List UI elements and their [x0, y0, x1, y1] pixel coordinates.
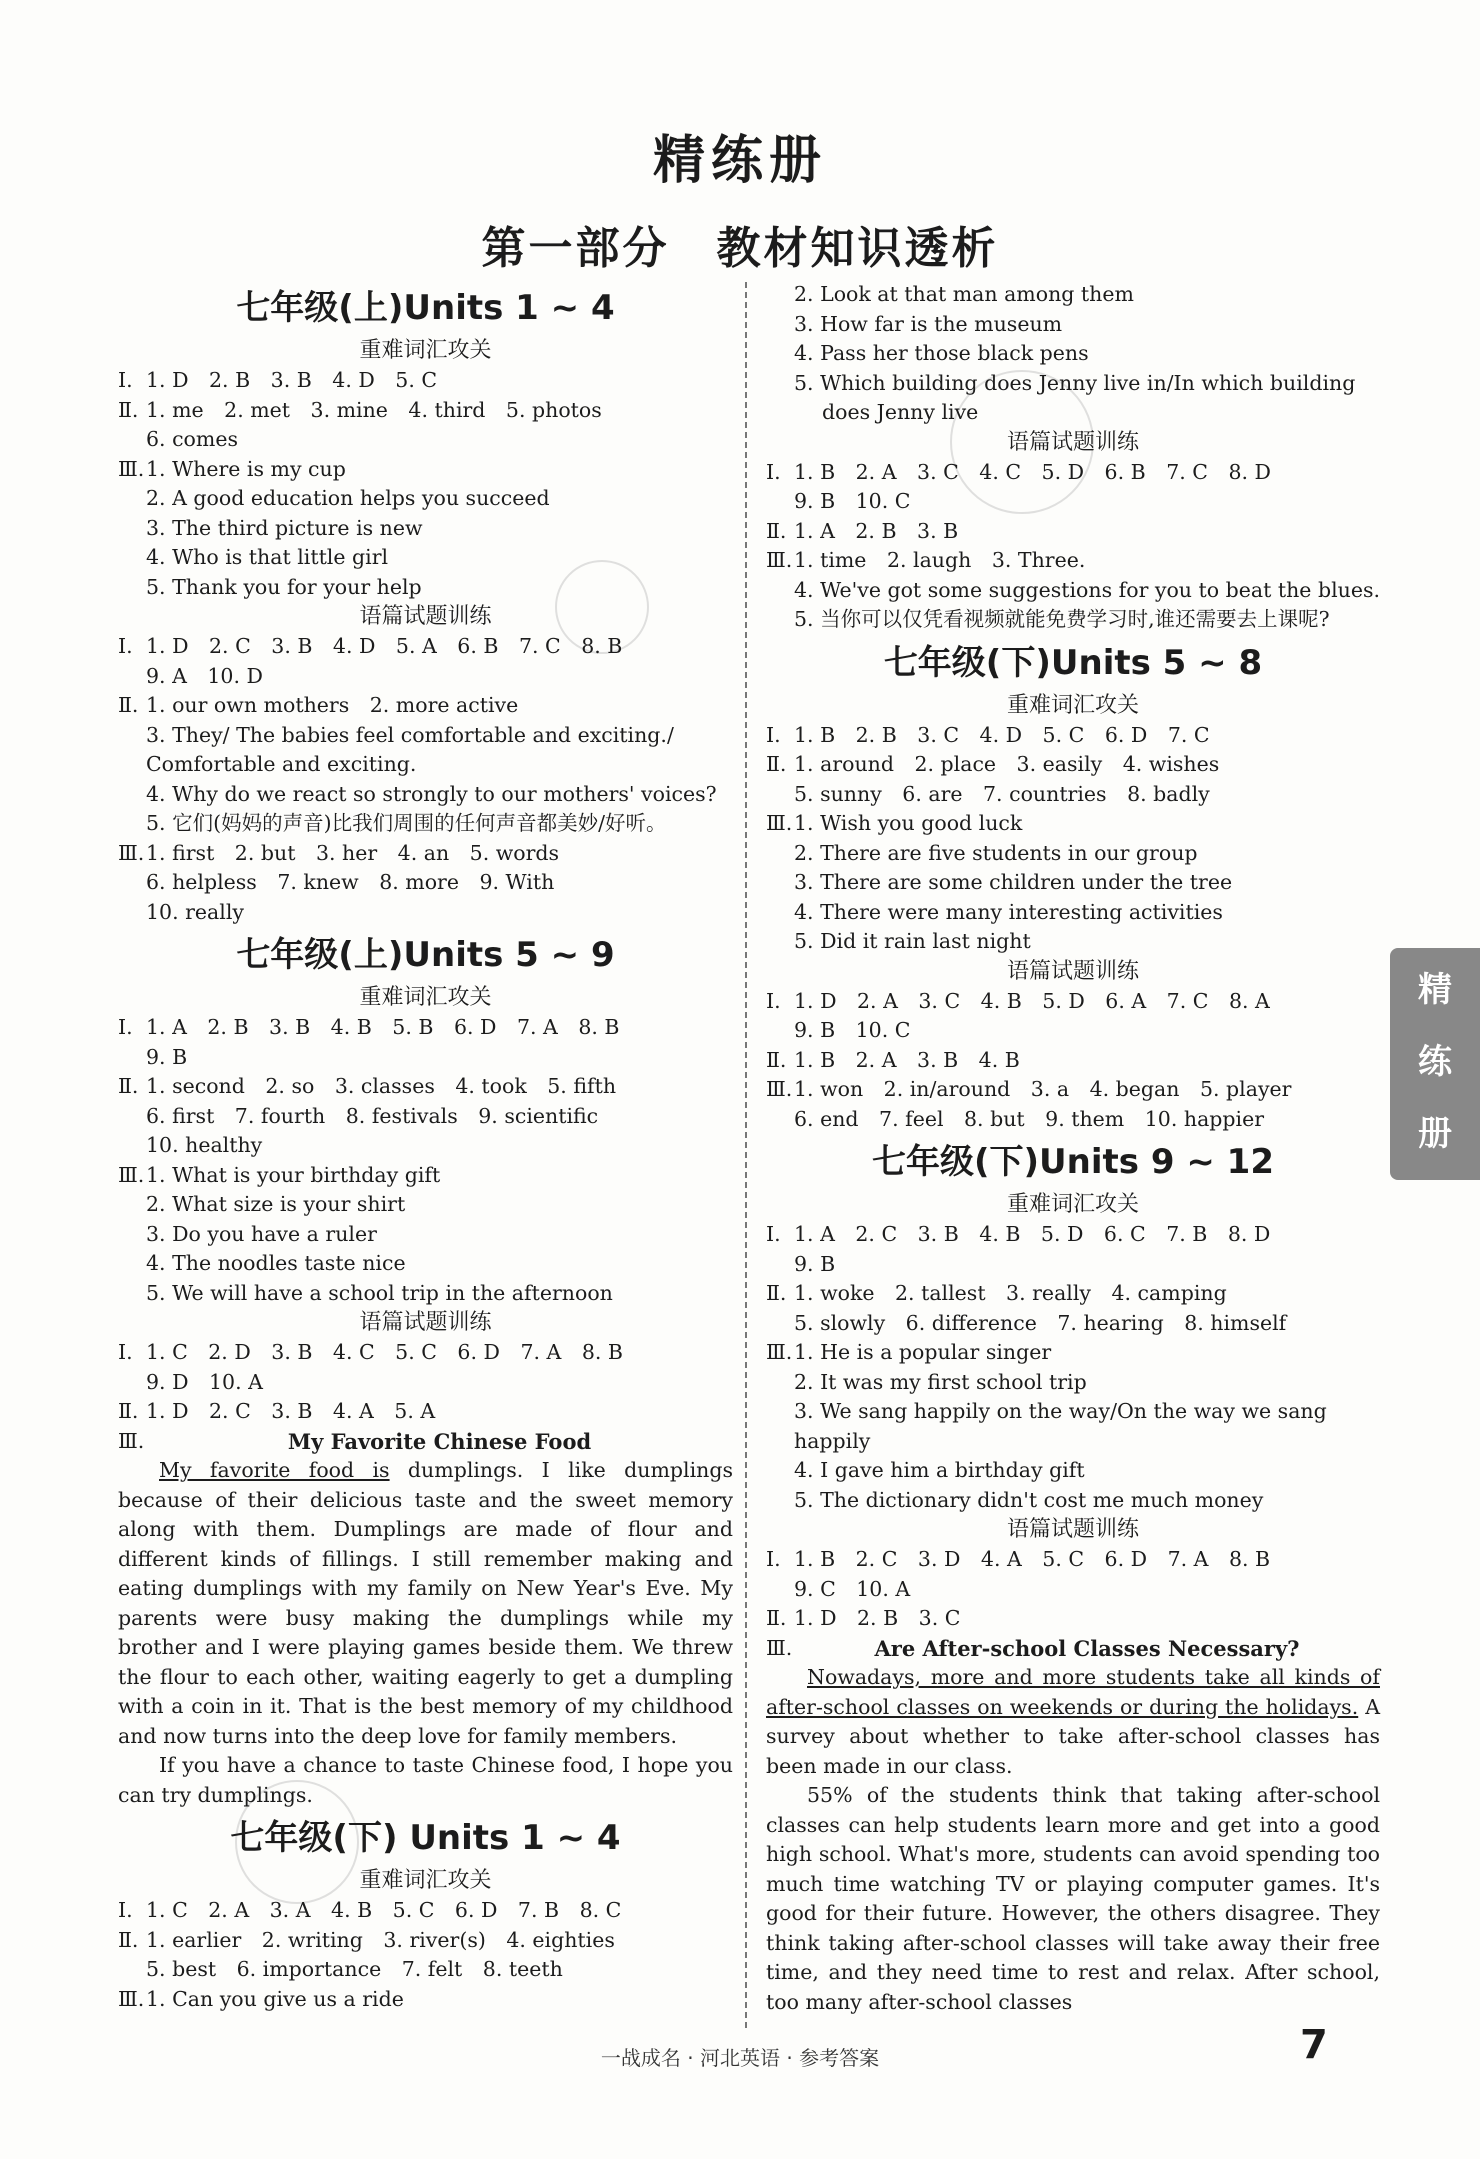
answer-row: 4. We've got some suggestions for you to beat the blues. — [794, 577, 1380, 602]
answer-row: 5. Thank you for your help — [146, 574, 422, 599]
answer-row: 5. sunny 6. are 7. countries 8. badly — [794, 781, 1210, 806]
answer-row: 9. B — [146, 1044, 188, 1069]
answer-row: 5. 它们(妈妈的声音)比我们周围的任何声音都美妙/好听。 — [146, 811, 667, 835]
essay-title: My Favorite Chinese Food — [287, 1428, 592, 1454]
answer-row: Ⅱ. 1. second 2. so 3. classes 4. took 5. fifth — [118, 1074, 617, 1098]
page-footer: 一战成名 · 河北英语 · 参考答案 — [600, 2046, 880, 2070]
answer-row: 5. 当你可以仅凭看视频就能免费学习时,谁还需要去上课呢? — [794, 607, 1330, 631]
section-heading: 重难词汇攻关 — [359, 985, 492, 1010]
answer-row: Ⅰ. 1. D 2. A 3. C 4. B 5. D 6. A 7. C 8. A — [766, 988, 1270, 1013]
answer-row: 9. A 10. D — [146, 663, 263, 688]
answer-row: does Jenny live — [822, 400, 979, 424]
unit-heading: 七年级(上)Units 1 ~ 4 — [236, 288, 615, 328]
essay-paragraph: My favorite food is dumplings. I like dumplings because of their delicious taste and the sweet memory along with them. Dumplings are made of flour and different kinds of fillings. I still remember making and eating dumplings with my family on New Year's Eve. My parents were busy making the dumplings while my brother and I were playing games beside them. We threw the flour to each other, waiting eagerly to get a dumpling with a coin in it. That is the best memory of my childhood and now turns into the deep love for family members. — [118, 1458, 733, 1748]
answer-row: 4. The noodles taste nice — [146, 1251, 406, 1275]
answer-row: Ⅱ. 1. me 2. met 3. mine 4. third 5. photos — [118, 397, 602, 422]
section-heading: 语篇试题训练 — [359, 604, 492, 629]
answer-row: Ⅱ. 1. earlier 2. writing 3. river(s) 4. eighties — [118, 1927, 615, 1952]
side-tab-char: 精 — [1418, 970, 1452, 1010]
answer-row: 4. Pass her those black pens — [794, 341, 1089, 365]
right-column — [766, 280, 1380, 2017]
answer-row: 9. D 10. A — [146, 1369, 263, 1394]
answer-row: Ⅲ. 1. Where is my cup — [118, 456, 346, 481]
section-heading: 语篇试题训练 — [1006, 1517, 1139, 1542]
part-title: 第一部分 教材知识透析 — [481, 223, 999, 274]
answer-row: Ⅰ. 1. B 2. A 3. C 4. C 5. D 6. B 7. C 8. D — [766, 459, 1271, 484]
answer-row: Ⅱ. 1. A 2. B 3. B — [766, 518, 959, 543]
answer-row: Ⅲ. 1. He is a popular singer — [766, 1340, 1052, 1364]
answer-row: 6. helpless 7. knew 8. more 9. With — [146, 870, 555, 894]
answer-row: 4. Who is that little girl — [146, 545, 389, 569]
answer-row: Ⅰ. 1. C 2. D 3. B 4. C 5. C 6. D 7. A 8. B — [118, 1340, 623, 1364]
column-divider — [745, 282, 747, 2028]
answer-row: 5. We will have a school trip in the afternoon — [146, 1280, 613, 1305]
answer-row: 3. They/ The babies feel comfortable and exciting./ Comfortable and exciting. — [146, 722, 674, 776]
answer-row: Ⅰ. 1. D 2. C 3. B 4. D 5. A 6. B 7. C 8. B — [118, 634, 623, 658]
answer-row: 6. end 7. feel 8. but 9. them 10. happier — [794, 1106, 1265, 1131]
answer-row: 5. best 6. importance 7. felt 8. teeth — [146, 1957, 563, 1981]
answer-row: 5. Did it rain last night — [794, 929, 1031, 953]
page-title: 精练册 — [652, 131, 827, 191]
essay-paragraph: Nowadays, more and more students take all kinds of after-school classes on weekends or during the holidays. A survey about whether to take after-school classes has been made in our class. — [766, 1665, 1380, 1778]
answer-row: Ⅰ. 1. A 2. C 3. B 4. B 5. D 6. C 7. B 8. D — [766, 1222, 1271, 1246]
answer-row: Ⅱ. 1. woke 2. tallest 3. really 4. camping — [766, 1281, 1227, 1305]
answer-row: Ⅲ. 1. won 2. in/around 3. a 4. began 5. player — [766, 1077, 1292, 1101]
unit-heading: 七年级(下) Units 1 ~ 4 — [230, 1818, 621, 1858]
section-heading: 语篇试题训练 — [1006, 958, 1139, 984]
essay-paragraph: If you have a chance to taste Chinese food, I hope you can try dumplings. — [118, 1753, 733, 1807]
unit-heading: 七年级(下)Units 9 ~ 12 — [871, 1142, 1274, 1182]
side-tab-char: 册 — [1418, 1114, 1452, 1154]
answer-row: Ⅱ. 1. our own mothers 2. more active — [118, 693, 519, 717]
side-tab-char: 练 — [1418, 1042, 1452, 1082]
answer-row: 4. Why do we react so strongly to our mothers' voices? — [146, 781, 717, 806]
answer-row: Ⅰ. 1. B 2. C 3. D 4. A 5. C 6. D 7. A 8. B — [766, 1547, 1271, 1571]
answer-row: Ⅰ. 1. B 2. B 3. C 4. D 5. C 6. D 7. C — [766, 722, 1210, 747]
answer-row: 5. slowly 6. difference 7. hearing 8. himself — [794, 1310, 1287, 1335]
answer-row: 2. There are five students in our group — [794, 840, 1198, 865]
unit-heading: 七年级(下)Units 5 ~ 8 — [883, 642, 1263, 683]
answer-row: 4. There were many interesting activities — [794, 899, 1223, 924]
answer-row: 3. Do you have a ruler — [146, 1221, 377, 1246]
answer-row: Ⅰ. 1. A 2. B 3. B 4. B 5. B 6. D 7. A 8. B — [118, 1015, 620, 1039]
side-tab — [1390, 948, 1480, 1180]
answer-row: Ⅰ. 1. D 2. B 3. B 4. D 5. C — [118, 368, 438, 392]
answer-row: 10. really — [146, 899, 244, 924]
answer-row: Ⅲ. 1. first 2. but 3. her 4. an 5. words — [118, 840, 560, 865]
answer-row: 2. Look at that man among them — [794, 282, 1134, 306]
section-heading: 重难词汇攻关 — [1006, 1192, 1139, 1217]
answer-row: 9. B 10. C — [794, 1018, 911, 1042]
essay-title: Are After-school Classes Necessary? — [874, 1635, 1300, 1661]
answer-row: 9. B 10. C — [794, 489, 911, 513]
answer-row: 2. What size is your shirt — [146, 1192, 406, 1216]
section-heading: 语篇试题训练 — [359, 1310, 492, 1335]
answer-row: 10. healthy — [146, 1133, 263, 1157]
answer-row: Ⅰ. 1. C 2. A 3. A 4. B 5. C 6. D 7. B 8. C — [118, 1898, 622, 1922]
answer-row: 3. The third picture is new — [146, 515, 423, 540]
answer-row: 9. B — [794, 1251, 836, 1276]
answer-row: 2. It was my first school trip — [794, 1369, 1087, 1394]
answer-row: 5. Which building does Jenny live in/In which building — [794, 370, 1356, 395]
section-heading: 重难词汇攻关 — [1006, 692, 1139, 718]
answer-row: 3. We sang happily on the way/On the way we sang happily — [794, 1399, 1327, 1453]
page-number: 7 — [1300, 2022, 1328, 2068]
answer-row: 6. first 7. fourth 8. festivals 9. scientific — [146, 1103, 599, 1128]
section-heading: 重难词汇攻关 — [359, 1868, 492, 1893]
answer-row: Ⅱ. 1. B 2. A 3. B 4. B — [766, 1047, 1020, 1072]
answer-row: 6. comes — [146, 427, 238, 451]
essay-paragraph: 55% of the students think that taking after-school classes can help students learn more and get into a good high school. What's more, students can avoid spending too much time watching TV or playing computer games. It's good for their future. However, the others disagree. They think taking after-school classes will take away their free time, and they need time to rest and relax. After school, too many after-school classes — [766, 1783, 1380, 2014]
answer-row: Ⅲ. 1. Can you give us a ride — [118, 1986, 404, 2011]
answer-row: Ⅱ. 1. D 2. C 3. B 4. A 5. A — [118, 1399, 436, 1423]
answer-row: 2. A good education helps you succeed — [146, 486, 550, 510]
answer-row: Ⅲ. 1. time 2. laugh 3. Three. — [766, 548, 1086, 572]
section-heading: 语篇试题训练 — [1006, 429, 1139, 455]
essay-title-row: Ⅲ. Are After-school Classes Necessary? — [766, 1634, 1380, 1664]
left-column — [118, 280, 733, 2014]
answer-row: 3. How far is the museum — [794, 311, 1063, 336]
answer-row: Ⅱ. 1. D 2. B 3. C — [766, 1606, 961, 1630]
essay-title-row: Ⅲ. My Favorite Chinese Food — [118, 1427, 733, 1457]
unit-heading: 七年级(上)Units 5 ~ 9 — [236, 935, 615, 975]
answer-row: Ⅱ. 1. around 2. place 3. easily 4. wishes — [766, 752, 1220, 776]
answer-row: 3. There are some children under the tree — [794, 870, 1233, 894]
section-heading: 重难词汇攻关 — [359, 338, 492, 363]
answer-row: Ⅲ. 1. Wish you good luck — [766, 811, 1023, 835]
answer-row: Ⅲ. 1. What is your birthday gift — [118, 1162, 441, 1187]
answer-row: 5. The dictionary didn't cost me much money — [794, 1487, 1264, 1512]
answer-row: 4. I gave him a birthday gift — [794, 1458, 1085, 1482]
answer-row: 9. C 10. A — [794, 1576, 911, 1601]
